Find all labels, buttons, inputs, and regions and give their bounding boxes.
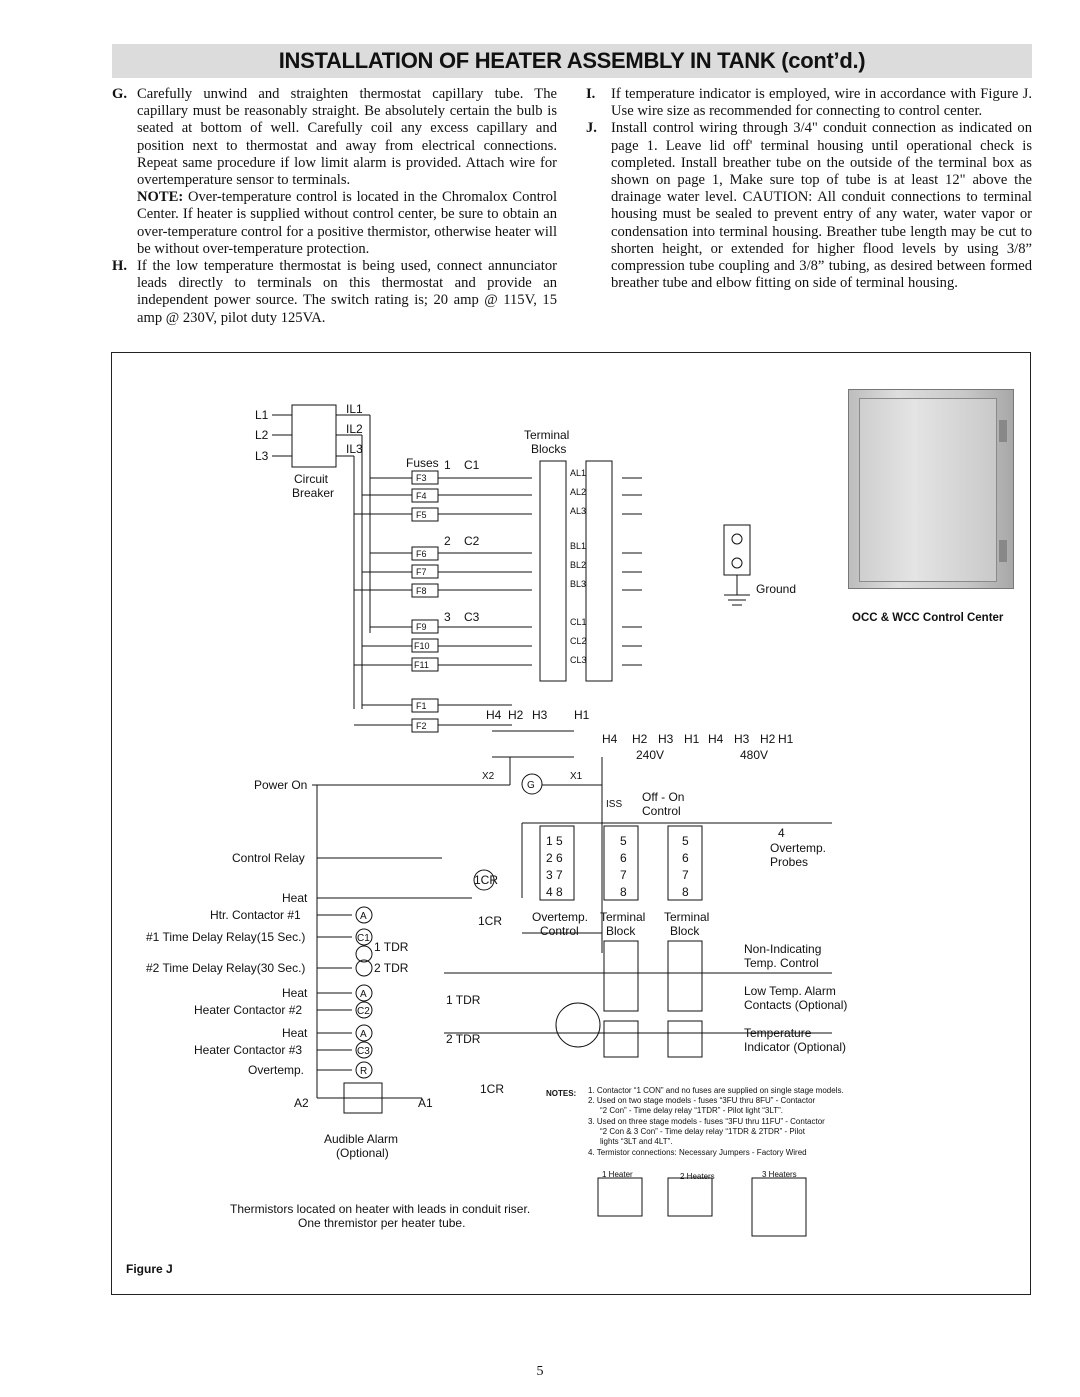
group-number-2: 2 bbox=[444, 534, 451, 548]
relay-1cr-coil: 1CR bbox=[474, 873, 499, 887]
paragraph-i-mark: I. bbox=[586, 86, 596, 102]
overtemp-control-1: Overtemp. bbox=[532, 910, 589, 924]
low-temp-alarm-1: Low Temp. Alarm bbox=[744, 984, 836, 998]
label-htr-contactor-1: Htr. Contactor #1 bbox=[210, 908, 301, 922]
paragraph-i-text: If temperature indicator is employed, wire in accordance with Figure J. Use wire size as recommended for connecting to control center. bbox=[611, 86, 1032, 120]
terminal-bl2: BL2 bbox=[570, 560, 587, 570]
xfmr-h3: H3 bbox=[532, 708, 548, 722]
paragraph-i bbox=[586, 86, 1032, 120]
paragraph-h-mark: H. bbox=[112, 258, 127, 275]
paragraph-j bbox=[586, 120, 1032, 292]
il3-label: IL3 bbox=[346, 442, 363, 456]
ot-right-5: 5 bbox=[682, 834, 689, 848]
thermistor-note-1: Thermistors located on heater with leads in conduit riser. bbox=[230, 1202, 531, 1216]
note-text: Over-temperature control is located in the Chromalox Control Center. If heater is supplied without control center, be sure to obtain an over-temperature control for a positive thermistor, otherwise heater will be without over-temperature protection. bbox=[137, 189, 557, 257]
note-3: 3. Used on three stage models - fuses “3FU thru 11FU” - Contactor bbox=[588, 1117, 825, 1126]
note-paragraph bbox=[112, 189, 557, 258]
section-title-bar bbox=[112, 44, 1032, 78]
note-label: NOTE: bbox=[137, 189, 184, 206]
breaker-label-2: Breaker bbox=[292, 486, 335, 500]
paragraph-h bbox=[112, 258, 557, 327]
paragraph-g-text: Carefully unwind and straighten thermostat capillary tube. The capillary must be reasonably straight. Be absolutely certain the bulb is seated at bottom of well. Carefully coil any excess capillary and position next to thermostat and away from electrical connections. Repeat same procedure if low limit alarm is provided. Attach wire for overtemperature sensor to terminals. bbox=[137, 86, 557, 189]
figure-caption: Figure J bbox=[126, 1262, 173, 1276]
group-number-3: 3 bbox=[444, 610, 451, 624]
terminal-blocks-label-1: Terminal bbox=[524, 428, 570, 442]
audible-alarm-2: (Optional) bbox=[336, 1146, 389, 1160]
ot-mid-5: 5 bbox=[620, 834, 627, 848]
fuse-f2: F2 bbox=[416, 721, 427, 731]
paragraph-g-mark: G. bbox=[112, 86, 127, 102]
thermistor-note-2: One thremistor per heater tube. bbox=[298, 1216, 466, 1230]
coil-a-3: A bbox=[360, 1029, 367, 1040]
group-number-1: 1 bbox=[444, 458, 451, 472]
fuse-f9: F9 bbox=[416, 622, 427, 632]
tap-480-h4: H4 bbox=[708, 732, 724, 746]
low-temp-alarm-2: Contacts (Optional) bbox=[744, 998, 848, 1012]
section-title: INSTALLATION OF HEATER ASSEMBLY IN TANK (cont’d.) bbox=[278, 48, 866, 73]
contactor-c2: C2 bbox=[464, 534, 480, 548]
ot-right-7: 7 bbox=[682, 868, 689, 882]
coil-a-2: A bbox=[360, 989, 367, 1000]
ot-mid-8: 8 bbox=[620, 885, 627, 899]
terminal-cl2: CL2 bbox=[570, 636, 587, 646]
photo-caption: OCC & WCC Control Center bbox=[852, 612, 1004, 624]
coil-2tdr: 2 TDR bbox=[374, 961, 409, 975]
line-l2: L2 bbox=[255, 428, 269, 442]
terminal-bl3: BL3 bbox=[570, 579, 587, 589]
ot-right-6: 6 bbox=[682, 851, 689, 865]
fuse-f11: F11 bbox=[414, 660, 429, 670]
fuse-f5: F5 bbox=[416, 510, 427, 520]
heater-config-1: 1 Heater bbox=[602, 1170, 633, 1179]
line-l1: L1 bbox=[255, 408, 269, 422]
terminal-al2: AL2 bbox=[570, 487, 587, 497]
il2-label: IL2 bbox=[346, 422, 363, 436]
label-heat-1: Heat bbox=[282, 891, 308, 905]
non-indicating-1: Non-Indicating bbox=[744, 942, 822, 956]
terminal-block-a-2: Block bbox=[606, 924, 636, 938]
terminal-a1: A1 bbox=[418, 1096, 433, 1110]
tap-240-h3: H3 bbox=[658, 732, 674, 746]
voltage-240: 240V bbox=[636, 748, 665, 762]
contactor-c1: C1 bbox=[464, 458, 480, 472]
coil-c1: C1 bbox=[357, 933, 370, 944]
label-heater-contactor-2: Heater Contactor #2 bbox=[194, 1003, 303, 1017]
overtemp-control-2: Control bbox=[540, 924, 579, 938]
coil-c2: C2 bbox=[357, 1006, 370, 1017]
label-power-on: Power On bbox=[254, 778, 308, 792]
relay-1cr-alarm: 1CR bbox=[480, 1082, 505, 1096]
overtemp-probes-2: Probes bbox=[770, 855, 809, 869]
xfmr-x2: X2 bbox=[482, 771, 495, 782]
heater-config-2: 2 Heaters bbox=[680, 1172, 715, 1181]
overtemp-probes-1: Overtemp. bbox=[770, 841, 827, 855]
fuse-f1: F1 bbox=[416, 701, 427, 711]
terminal-bl1: BL1 bbox=[570, 541, 587, 551]
tap-480-h2: H2 bbox=[760, 732, 776, 746]
label-control-relay: Control Relay bbox=[232, 851, 305, 865]
tap-240-h2: H2 bbox=[632, 732, 648, 746]
label-overtemp: Overtemp. bbox=[248, 1063, 305, 1077]
tap-480-h3: H3 bbox=[734, 732, 750, 746]
iss-label: ISS bbox=[606, 799, 623, 810]
right-column bbox=[586, 86, 1032, 292]
heater-config-3: 3 Heaters bbox=[762, 1170, 797, 1179]
il1-label: IL1 bbox=[346, 402, 363, 416]
ot-mid-7: 7 bbox=[620, 868, 627, 882]
ot-left-2: 2 6 bbox=[546, 851, 563, 865]
ot-left-4: 4 8 bbox=[546, 885, 563, 899]
fuse-f8: F8 bbox=[416, 586, 427, 596]
fuse-f4: F4 bbox=[416, 491, 427, 501]
terminal-a2: A2 bbox=[294, 1096, 309, 1110]
note-4: 4. Termistor connections: Necessary Jumpers - Factory Wired bbox=[588, 1148, 807, 1157]
label-heat-2: Heat bbox=[282, 986, 308, 1000]
paragraph-g bbox=[112, 86, 557, 189]
left-column bbox=[112, 86, 557, 327]
non-indicating-2: Temp. Control bbox=[744, 956, 819, 970]
fuse-f7: F7 bbox=[416, 567, 427, 577]
terminal-al1: AL1 bbox=[570, 468, 587, 478]
tap-240-h1: H1 bbox=[684, 732, 700, 746]
terminal-block-b-1: Terminal bbox=[664, 910, 710, 924]
tap-480-h1: H1 bbox=[778, 732, 794, 746]
note-2: 2. Used on two stage models - fuses “3FU thru 8FU” - Contactor bbox=[588, 1096, 816, 1105]
paragraph-j-text: Install control wiring through 3/4" conduit connection as indicated on page 1. Leave lid off' terminal housing until operational check is completed. Install breather tube on the outside of the terminal box as shown on page 1, Make sure top of tube is at least 12" above the drainage water level. CAUTION: All conduit connections to terminal housing must be sealed to prevent entry of any water, water vapor or condensation into terminal housing. Breather tube length may be cut to shorten height, or extended for higher flood levels by using 3/8” compression tube coupling and 3/8” tubing, as desired between formed breather tube and elbow fitting on side of terminal housing. bbox=[611, 120, 1032, 292]
paragraph-j-mark: J. bbox=[586, 120, 597, 137]
xfmr-h4: H4 bbox=[486, 708, 502, 722]
note-3c: lights “3LT and 4LT”. bbox=[600, 1137, 673, 1146]
relay-2tdr-contact: 2 TDR bbox=[446, 1032, 481, 1046]
coil-1tdr: 1 TDR bbox=[374, 940, 409, 954]
terminal-block-b-2: Block bbox=[670, 924, 700, 938]
ot-left-3: 3 7 bbox=[546, 868, 563, 882]
tap-240-h4: H4 bbox=[602, 732, 618, 746]
label-heat-3: Heat bbox=[282, 1026, 308, 1040]
g-lamp-label: G bbox=[527, 780, 535, 791]
off-on-label-1: Off - On bbox=[642, 790, 685, 804]
coil-r: R bbox=[360, 1066, 368, 1077]
coil-c3: C3 bbox=[357, 1046, 370, 1057]
note-1: 1. Contactor “1 CON” and no fuses are supplied on single stage models. bbox=[588, 1086, 844, 1095]
ot-right-8: 8 bbox=[682, 885, 689, 899]
terminal-al3: AL3 bbox=[570, 506, 587, 516]
xfmr-h2: H2 bbox=[508, 708, 524, 722]
fuse-f10: F10 bbox=[414, 641, 430, 651]
temp-indicator-1: Temperature bbox=[744, 1026, 812, 1040]
audible-alarm-1: Audible Alarm bbox=[324, 1132, 399, 1146]
note-2b: “2 Con” - Time delay relay “1TDR” - Pilot light “3LT”. bbox=[600, 1106, 784, 1115]
contactor-c3: C3 bbox=[464, 610, 480, 624]
figure-j-wiring-diagram bbox=[111, 352, 1031, 1295]
off-on-label-2: Control bbox=[642, 804, 681, 818]
note-3b: “2 Con & 3 Con” - Time delay relay “1TDR & 2TDR” - Pilot bbox=[600, 1127, 805, 1136]
terminal-block-a-1: Terminal bbox=[600, 910, 646, 924]
ot-left-1: 1 5 bbox=[546, 834, 563, 848]
group-number-4: 4 bbox=[778, 826, 785, 840]
relay-1tdr-contact: 1 TDR bbox=[446, 993, 481, 1007]
relay-1cr-contact: 1CR bbox=[478, 914, 503, 928]
fuse-f3: F3 bbox=[416, 473, 427, 483]
label-heater-contactor-3: Heater Contactor #3 bbox=[194, 1043, 303, 1057]
notes-label: NOTES: bbox=[546, 1089, 577, 1098]
label-time-delay-1: #1 Time Delay Relay(15 Sec.) bbox=[146, 930, 306, 944]
terminal-cl1: CL1 bbox=[570, 617, 587, 627]
terminal-blocks-label-2: Blocks bbox=[531, 442, 567, 456]
line-l3: L3 bbox=[255, 449, 269, 463]
fuse-f6: F6 bbox=[416, 549, 427, 559]
breaker-label-1: Circuit bbox=[294, 472, 329, 486]
coil-a-1: A bbox=[360, 911, 367, 922]
ground-label: Ground bbox=[756, 582, 797, 596]
paragraph-h-text: If the low temperature thermostat is being used, connect annunciator leads directly to terminals on this thermostat and provide an independent power source. The switch rating is; 20 amp @ 115V, 15 amp @ 230V, pilot duty 125VA. bbox=[137, 258, 557, 326]
page-number: 5 bbox=[536, 1364, 544, 1379]
ot-mid-6: 6 bbox=[620, 851, 627, 865]
xfmr-h1: H1 bbox=[574, 708, 590, 722]
label-time-delay-2: #2 Time Delay Relay(30 Sec.) bbox=[146, 961, 306, 975]
terminal-cl3: CL3 bbox=[570, 655, 587, 665]
fuses-label: Fuses bbox=[406, 456, 439, 470]
temp-indicator-2: Indicator (Optional) bbox=[744, 1040, 847, 1054]
wiring-schematic bbox=[112, 353, 1032, 1296]
xfmr-x1: X1 bbox=[570, 771, 583, 782]
voltage-480: 480V bbox=[740, 748, 769, 762]
